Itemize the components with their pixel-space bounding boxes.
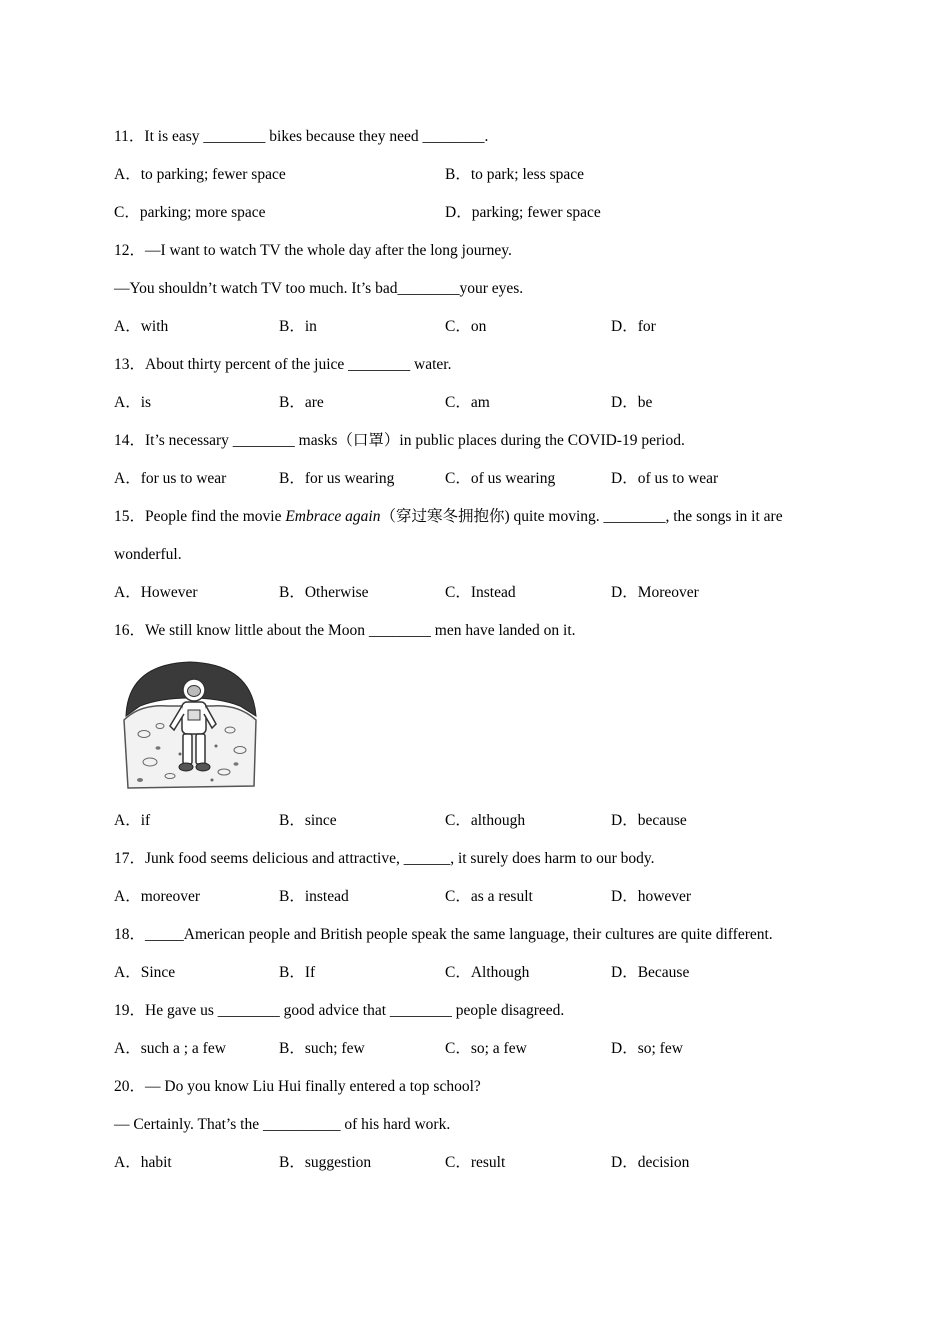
question-17-option-b: B．instead bbox=[279, 888, 349, 905]
question-14-stem: 14．It’s necessary ________ masks（口罩）in public places during the COVID-19 period. bbox=[114, 432, 685, 449]
question-19-option-d: D．so; few bbox=[611, 1040, 683, 1057]
question-17-stem: 17．Junk food seems delicious and attractive, ______, it surely does harm to our body. bbox=[114, 850, 655, 867]
question-20-stem: 20．— Do you know Liu Hui finally entered a top school? bbox=[114, 1078, 481, 1095]
question-15-stem bbox=[114, 498, 854, 536]
astronaut-figure bbox=[114, 650, 854, 802]
question-18-option-d: D．Because bbox=[611, 964, 690, 981]
question-15-options bbox=[114, 574, 854, 612]
question-16-option-b: B．since bbox=[279, 812, 337, 829]
question-15-stem-post: （穿过寒冬拥抱你) quite moving. ________, the songs in it are bbox=[380, 508, 783, 525]
question-11-option-b: B．to park; less space bbox=[445, 166, 585, 183]
question-14-option-a: A．for us to wear bbox=[114, 470, 227, 487]
question-20-options bbox=[114, 1144, 854, 1182]
question-12-stem-reply: —You shouldn’t watch TV too much. It’s bad________your eyes. bbox=[114, 280, 524, 297]
question-15-option-b: B．Otherwise bbox=[279, 584, 369, 601]
question-list bbox=[114, 118, 854, 1182]
question-13-option-d: D．be bbox=[611, 394, 653, 411]
question-15-option-a: A．However bbox=[114, 584, 198, 601]
question-12-option-a: A．with bbox=[114, 318, 169, 335]
question-17-option-c: C．as a result bbox=[445, 888, 533, 905]
question-20-option-d: D．decision bbox=[611, 1154, 690, 1171]
question-16-option-c: C．although bbox=[445, 812, 526, 829]
question-18-options bbox=[114, 954, 854, 992]
question-19-stem: 19．He gave us ________ good advice that ________ people disagreed. bbox=[114, 1002, 565, 1019]
question-14-option-b: B．for us wearing bbox=[279, 470, 395, 487]
question-12-stem: 12．—I want to watch TV the whole day after the long journey. bbox=[114, 242, 512, 259]
question-20-stem-reply: — Certainly. That’s the __________ of his hard work. bbox=[114, 1116, 451, 1133]
question-18-option-b: B．If bbox=[279, 964, 316, 981]
question-19-options bbox=[114, 1030, 854, 1068]
question-13-option-a: A．is bbox=[114, 394, 152, 411]
movie-title: Embrace again bbox=[285, 508, 381, 525]
question-12-option-d: D．for bbox=[611, 318, 656, 335]
question-16-option-d: D．because bbox=[611, 812, 687, 829]
question-15-stem-continued: wonderful. bbox=[114, 546, 182, 563]
question-20-option-c: C．result bbox=[445, 1154, 506, 1171]
question-12-option-c: C．on bbox=[445, 318, 487, 335]
question-11-option-d: D．parking; fewer space bbox=[445, 204, 601, 221]
question-13-stem: 13．About thirty percent of the juice ________ water. bbox=[114, 356, 452, 373]
question-18-stem: 18．_____American people and British people speak the same language, their cultures are quite different. bbox=[114, 926, 773, 943]
astronaut-on-moon-icon bbox=[120, 654, 260, 794]
question-11-option-c: C．parking; more space bbox=[114, 204, 266, 221]
question-11-options bbox=[114, 156, 854, 194]
question-14-option-d: D．of us to wear bbox=[611, 470, 719, 487]
question-15-option-d: D．Moreover bbox=[611, 584, 699, 601]
question-14-option-c: C．of us wearing bbox=[445, 470, 556, 487]
question-13-options bbox=[114, 384, 854, 422]
question-17-option-a: A．moreover bbox=[114, 888, 201, 905]
question-19-option-b: B．such; few bbox=[279, 1040, 365, 1057]
question-19-option-c: C．so; a few bbox=[445, 1040, 527, 1057]
question-12-option-b: B．in bbox=[279, 318, 317, 335]
question-17-options bbox=[114, 878, 854, 916]
question-18-option-c: C．Although bbox=[445, 964, 530, 981]
question-20-option-a: A．habit bbox=[114, 1154, 172, 1171]
question-18-option-a: A．Since bbox=[114, 964, 176, 981]
question-13-option-b: B．are bbox=[279, 394, 324, 411]
question-11-stem: 11．It is easy ________ bikes because they need ________. bbox=[114, 128, 489, 145]
question-16-option-a: A．if bbox=[114, 812, 151, 829]
question-17-option-d: D．however bbox=[611, 888, 692, 905]
question-12-options bbox=[114, 308, 854, 346]
question-16-stem: 16．We still know little about the Moon ________ men have landed on it. bbox=[114, 622, 576, 639]
question-11-option-a: A．to parking; fewer space bbox=[114, 166, 286, 183]
question-20-option-b: B．suggestion bbox=[279, 1154, 372, 1171]
question-11-options-row2 bbox=[114, 194, 854, 232]
question-19-option-a: A．such a ; a few bbox=[114, 1040, 226, 1057]
question-15-stem-pre: 15．People find the movie bbox=[114, 508, 286, 525]
question-16-options bbox=[114, 802, 854, 840]
question-13-option-c: C．am bbox=[445, 394, 490, 411]
question-14-options bbox=[114, 460, 854, 498]
question-15-option-c: C．Instead bbox=[445, 584, 516, 601]
